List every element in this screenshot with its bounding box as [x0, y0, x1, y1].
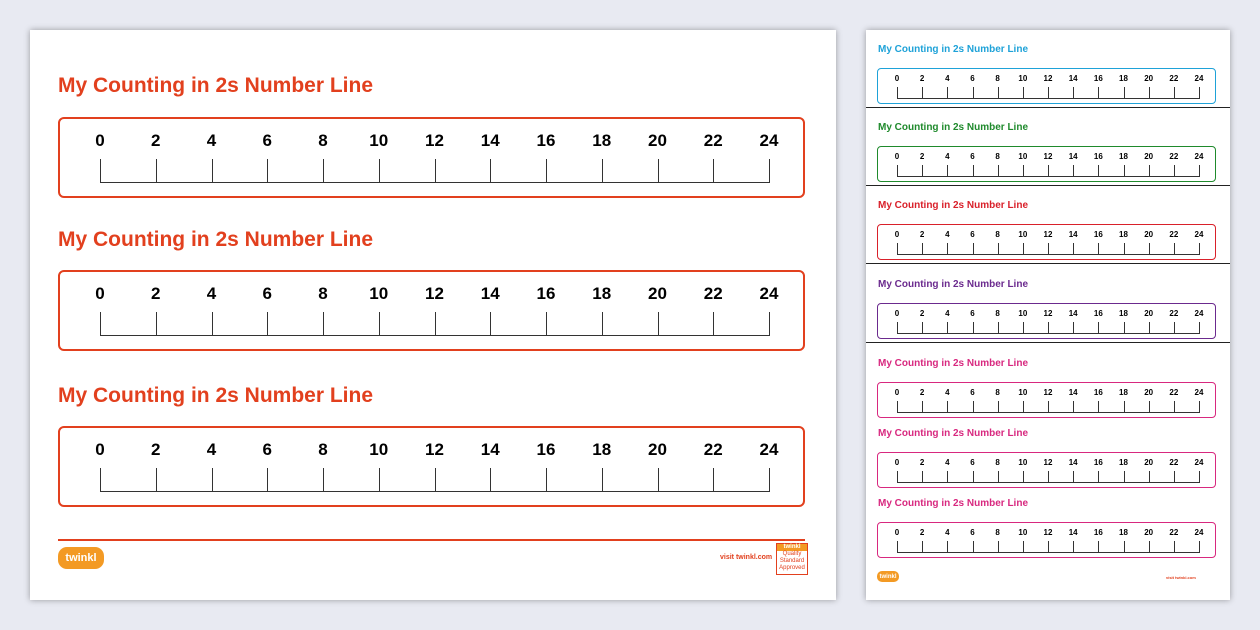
number-label: 20 [648, 440, 667, 459]
preview-number-line-strip [877, 452, 1216, 488]
number-label: 24 [1194, 388, 1204, 397]
number-label: 0 [95, 284, 105, 303]
number-tick [267, 159, 268, 183]
number-label: 16 [1093, 388, 1103, 397]
number-label: 0 [894, 152, 900, 161]
number-label: 2 [919, 528, 925, 537]
quality-badge [776, 543, 808, 575]
number-label: 10 [1018, 309, 1028, 318]
number-label: 22 [1169, 309, 1179, 318]
number-label: 4 [206, 131, 217, 150]
number-label: 2 [919, 388, 925, 397]
number-line-title: My Counting in 2s Number Line [58, 384, 374, 407]
number-label: 22 [703, 440, 723, 459]
number-label: 6 [970, 388, 975, 397]
number-label: 22 [1169, 230, 1179, 239]
number-tick [435, 468, 436, 492]
page-separator [866, 342, 1230, 343]
number-tick [379, 159, 380, 183]
number-label: 14 [1068, 309, 1078, 318]
number-label: 4 [945, 309, 950, 318]
number-tick [602, 468, 603, 492]
number-label: 2 [919, 458, 925, 467]
preview-number-line-title: My Counting in 2s Number Line [878, 122, 1029, 133]
number-label: 16 [1093, 309, 1103, 318]
number-label: 16 [536, 131, 556, 150]
preview-worksheet-page [866, 30, 1230, 600]
number-tick [602, 312, 603, 336]
number-tick [769, 159, 770, 183]
number-tick [658, 312, 659, 336]
number-label: 14 [480, 284, 500, 303]
number-tick [546, 468, 547, 492]
visit-link-text: visit twinkl.com [720, 554, 773, 561]
number-tick [267, 468, 268, 492]
number-tick [713, 468, 714, 492]
number-label: 12 [1043, 74, 1053, 83]
number-label: 16 [1093, 528, 1103, 537]
number-label: 10 [1018, 152, 1028, 161]
number-tick [1199, 87, 1200, 99]
number-label: 24 [1194, 74, 1204, 83]
number-label: 14 [480, 440, 500, 459]
number-label: 8 [995, 528, 1000, 537]
number-tick [100, 159, 101, 183]
number-tick [1199, 541, 1200, 553]
number-tick [769, 468, 770, 492]
number-tick [100, 312, 101, 336]
number-label: 0 [894, 388, 900, 397]
number-label: 24 [759, 284, 779, 303]
number-label: 10 [1018, 458, 1028, 467]
number-axis-line [897, 333, 1199, 334]
number-label: 6 [262, 440, 272, 459]
preview-number-line-strip [877, 224, 1216, 260]
number-label: 4 [206, 284, 217, 303]
number-label: 24 [759, 131, 779, 150]
number-label: 20 [648, 284, 667, 303]
number-tick [379, 468, 380, 492]
number-label: 18 [1119, 230, 1128, 239]
number-label: 4 [945, 388, 950, 397]
number-tick [323, 312, 324, 336]
number-tick [1199, 471, 1200, 483]
number-label: 4 [945, 74, 950, 83]
twinkl-logo-small: twinkl [877, 571, 899, 582]
preview-number-line-strip [877, 146, 1216, 182]
number-label: 12 [1043, 458, 1053, 467]
number-label: 16 [1093, 74, 1103, 83]
number-tick [1199, 165, 1200, 177]
number-label: 8 [995, 230, 1000, 239]
number-label: 14 [1068, 388, 1078, 397]
number-label: 2 [919, 74, 925, 83]
number-label: 22 [1169, 152, 1179, 161]
number-axis-line [897, 552, 1199, 553]
number-tick [156, 159, 157, 183]
page-separator [866, 107, 1230, 108]
number-tick [323, 159, 324, 183]
number-label: 6 [970, 309, 975, 318]
number-label: 10 [1018, 230, 1028, 239]
page-separator [866, 185, 1230, 186]
number-label: 24 [1194, 230, 1204, 239]
number-label: 10 [369, 131, 389, 150]
preview-number-line-title: My Counting in 2s Number Line [878, 498, 1029, 509]
number-label: 4 [206, 440, 217, 459]
number-tick [435, 159, 436, 183]
number-label: 22 [1169, 528, 1179, 537]
number-tick [156, 312, 157, 336]
number-label: 24 [1194, 309, 1204, 318]
number-label: 8 [995, 388, 1000, 397]
number-label: 16 [536, 284, 556, 303]
number-tick [267, 312, 268, 336]
number-label: 18 [1119, 528, 1128, 537]
number-tick [212, 312, 213, 336]
number-label: 6 [262, 284, 272, 303]
number-tick [713, 159, 714, 183]
number-label: 0 [894, 309, 900, 318]
preview-number-line-strip [877, 382, 1216, 418]
number-label: 18 [1119, 74, 1128, 83]
number-tick [100, 468, 101, 492]
number-label: 20 [1144, 388, 1154, 397]
number-label: 12 [425, 440, 444, 459]
number-label: 14 [1068, 152, 1078, 161]
number-label: 8 [318, 440, 328, 459]
preview-number-line-strip [877, 303, 1216, 339]
number-label: 6 [970, 458, 975, 467]
number-tick [490, 159, 491, 183]
number-label: 12 [425, 131, 444, 150]
number-label: 18 [1119, 458, 1128, 467]
number-label: 18 [592, 131, 612, 150]
number-label: 20 [648, 131, 667, 150]
number-tick [212, 468, 213, 492]
number-label: 12 [1043, 388, 1053, 397]
number-label: 10 [1018, 74, 1028, 83]
number-tick [546, 159, 547, 183]
number-axis-line [897, 482, 1199, 483]
number-axis-line [100, 491, 769, 492]
number-label: 14 [480, 131, 500, 150]
number-label: 18 [1119, 309, 1128, 318]
number-label: 8 [995, 309, 1000, 318]
number-label: 0 [894, 74, 900, 83]
number-label: 18 [1119, 388, 1128, 397]
number-label: 2 [919, 309, 925, 318]
preview-number-line-title: My Counting in 2s Number Line [878, 279, 1029, 290]
number-label: 10 [1018, 388, 1028, 397]
number-label: 12 [1043, 309, 1053, 318]
number-label: 14 [1068, 74, 1078, 83]
number-label: 14 [1068, 528, 1078, 537]
number-label: 6 [970, 152, 975, 161]
number-label: 18 [592, 440, 612, 459]
number-label: 2 [151, 440, 161, 459]
number-label: 8 [318, 284, 328, 303]
number-label: 12 [1043, 230, 1053, 239]
preview-number-line-title: My Counting in 2s Number Line [878, 44, 1029, 55]
number-label: 4 [945, 152, 950, 161]
number-label: 6 [262, 131, 272, 150]
number-label: 16 [536, 440, 556, 459]
number-axis-line [100, 182, 769, 183]
number-tick [658, 159, 659, 183]
number-label: 6 [970, 230, 975, 239]
number-label: 24 [759, 440, 779, 459]
number-label: 20 [1144, 458, 1154, 467]
number-label: 8 [995, 74, 1000, 83]
number-label: 18 [592, 284, 612, 303]
number-label: 12 [425, 284, 444, 303]
number-line-strip [58, 270, 805, 351]
number-label: 16 [1093, 152, 1103, 161]
number-label: 20 [1144, 528, 1154, 537]
number-tick [1199, 322, 1200, 334]
preview-number-line-title: My Counting in 2s Number Line [878, 200, 1029, 211]
number-label: 0 [95, 131, 105, 150]
preview-number-line-title: My Counting in 2s Number Line [878, 358, 1029, 369]
number-label: 22 [1169, 388, 1179, 397]
number-label: 10 [369, 440, 389, 459]
number-tick [490, 468, 491, 492]
number-label: 10 [1018, 528, 1028, 537]
number-label: 8 [318, 131, 328, 150]
visit-link-text-small: visit twinkl.com [1166, 575, 1196, 580]
number-label: 2 [919, 152, 925, 161]
number-tick [212, 159, 213, 183]
number-label: 0 [95, 440, 105, 459]
number-label: 2 [151, 284, 161, 303]
number-label: 14 [1068, 458, 1078, 467]
number-label: 4 [945, 230, 950, 239]
number-label: 8 [995, 458, 1000, 467]
number-tick [1199, 401, 1200, 413]
preview-number-line-strip [877, 68, 1216, 104]
number-axis-line [897, 254, 1199, 255]
number-label: 0 [894, 230, 900, 239]
number-label: 22 [703, 284, 723, 303]
badge-text: Quality Standard Approved [779, 551, 805, 571]
number-label: 4 [945, 528, 950, 537]
number-label: 0 [894, 528, 900, 537]
number-label: 12 [1043, 152, 1053, 161]
number-axis-line [100, 335, 769, 336]
number-label: 22 [1169, 74, 1179, 83]
twinkl-logo: twinkl [58, 547, 104, 569]
page-separator [866, 263, 1230, 264]
number-label: 6 [970, 74, 975, 83]
number-tick [323, 468, 324, 492]
number-line-strip [58, 117, 805, 198]
number-label: 2 [151, 131, 161, 150]
number-label: 20 [1144, 152, 1154, 161]
number-tick [1199, 243, 1200, 255]
number-label: 24 [1194, 528, 1204, 537]
number-tick [658, 468, 659, 492]
number-axis-line [897, 412, 1199, 413]
number-tick [602, 159, 603, 183]
number-label: 4 [945, 458, 950, 467]
number-label: 6 [970, 528, 975, 537]
number-line-title: My Counting in 2s Number Line [58, 228, 374, 251]
number-label: 24 [1194, 152, 1204, 161]
number-label: 10 [369, 284, 389, 303]
main-worksheet-page [30, 30, 836, 600]
number-label: 22 [1169, 458, 1179, 467]
number-tick [156, 468, 157, 492]
number-label: 20 [1144, 230, 1154, 239]
number-tick [546, 312, 547, 336]
number-label: 2 [919, 230, 925, 239]
number-label: 0 [894, 458, 900, 467]
number-label: 22 [703, 131, 723, 150]
number-label: 20 [1144, 74, 1154, 83]
footer-divider [58, 539, 805, 541]
number-tick [769, 312, 770, 336]
number-tick [379, 312, 380, 336]
number-label: 16 [1093, 230, 1103, 239]
badge-logo: twinkl [777, 544, 807, 551]
preview-number-line-strip [877, 522, 1216, 558]
number-label: 12 [1043, 528, 1053, 537]
number-label: 24 [1194, 458, 1204, 467]
number-tick [435, 312, 436, 336]
number-line-strip [58, 426, 805, 507]
number-line-title: My Counting in 2s Number Line [58, 74, 374, 97]
number-label: 18 [1119, 152, 1128, 161]
number-tick [713, 312, 714, 336]
number-tick [490, 312, 491, 336]
preview-number-line-title: My Counting in 2s Number Line [878, 428, 1029, 439]
number-label: 14 [1068, 230, 1078, 239]
number-label: 20 [1144, 309, 1154, 318]
number-label: 16 [1093, 458, 1103, 467]
number-label: 8 [995, 152, 1000, 161]
number-axis-line [897, 176, 1199, 177]
number-axis-line [897, 98, 1199, 99]
